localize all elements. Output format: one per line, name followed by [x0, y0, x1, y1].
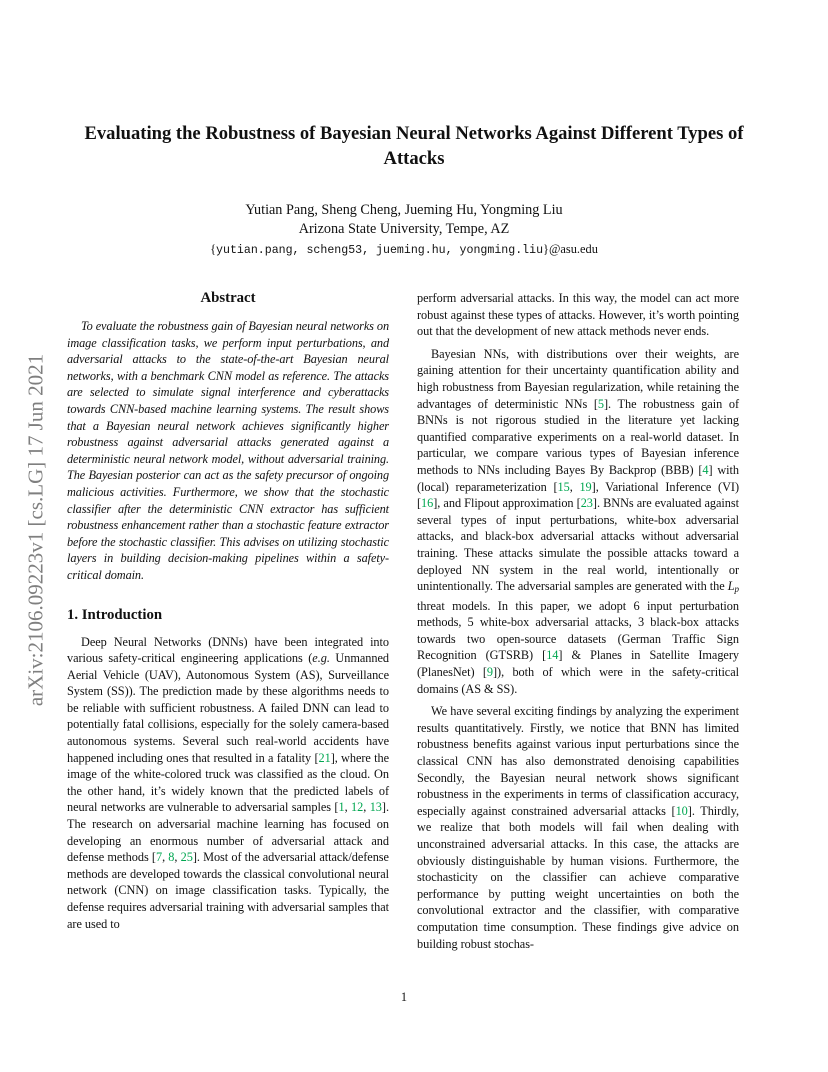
author-emails — [0, 240, 808, 260]
author-list: Yutian Pang, Sheng Cheng, Jueming Hu, Yongming Liu — [245, 202, 563, 218]
citation-link[interactable]: 4 — [702, 462, 709, 477]
citation-link[interactable]: 7 — [155, 850, 163, 865]
email-brace-open: { — [210, 242, 217, 256]
citation-link[interactable]: 21 — [318, 750, 331, 765]
intro-paragraph-2: Bayesian NNs, with distributions over their weights, are gaining attention for their uncertainty quantification ability and high robustness from Bayesian regularization, while retaining the advantages of deterministic NNs [5]. The robustness gain of BNNs is not rigorous studied in the literature yet lacking quantified comparative experiments on a real-world dataset. In particular, we compare various types of Bayesian inference methods to NNs including Bayes By Backprop (BBB) [4] with (local) reparameterization [15, 19], Variational Inference (VI) [16], and Flipout approximation [23]. BNNs are evaluated against several types of input perturbations, white-box adversarial attacks, and black-box adversarial attacks without adversarial training. These attacks simulate the possible attacks toward a deployed NN system in the real world, intentionally or unintentionally. The adversarial samples are generated with the $L_p$ threat models. In this paper, we adopt 6 input perturbation methods, 5 white-box adversarial attacks, 3 black-box attacks towards two open-source datasets (German Traffic Sign Recognition (GTSRB) [14] & Planes in Satellite Imagery (PlanesNet) [9]), both of which were in the safety-critical domains (AS & SS). — [417, 346, 740, 696]
affiliation: Arizona State University, Tempe, AZ — [298, 221, 510, 237]
abstract-heading: Abstract — [200, 290, 256, 306]
citation-link[interactable]: 25 — [180, 850, 193, 865]
citation-link[interactable]: 15 — [557, 479, 570, 494]
intro-paragraph-3: We have several exciting findings by analyzing the experiment results quantitatively. Firstly, we notice that BNN has limited robustness benefits against various input perturbations since the classical CNN has also demonstrated denoising capabilities Secondly, the Bayesian neural network shows significant robustness in the experiments in terms of classification accuracy, especially against constrained adversarial attacks [10]. Thirdly, we realize that both models will fail when dealing with unconstrained adversarial attacks. In this case, the attacks are obviously distinguishable by human visions. Furthermore, the stochasticity on the classifier can achieve comparative performance by putting weight uncertainties on both the convolutional extractor and the classifier, with comparative computation time consumption. These findings give advice on building robust stochas- — [417, 704, 740, 951]
intro-paragraph-1-continued: perform adversarial attacks. In this way, the model can act more robust against these types of attacks. However, it’s worth pointing out that the development of new attack methods never ends. — [417, 291, 739, 339]
left-column — [67, 288, 389, 932]
arxiv-stamp: arXiv:2106.09223v1 [cs.LG] 17 Jun 2021 — [23, 353, 48, 707]
page-number: 1 — [400, 990, 408, 1004]
abstract-text: To evaluate the robustness gain of Bayesian neural networks on image classification tasks, we perform input perturbations, and adversarial attacks to the state-of-the-art Bayesian neural networks, with a benchmark CNN model as reference. The attacks are selected to simulate signal interference and cyberattacks towards CNN-based machine learning systems. The result shows that a Bayesian neural network achieves significantly higher robustness against adversarial attacks generated against a deterministic neural network model, without adversarial training. The Bayesian posterior can act as the safety precursor of ongoing malicious activities. Furthermore, we show that the stochastic classifier after the deterministic CNN extractor has sufficient robustness enhancement rather than a stochastic feature extractor before the stochastic classifier. This advises on utilizing stochastic layers in building decision-making pipelines within a safety-critical domain. — [67, 319, 389, 582]
citation-link[interactable]: 14 — [546, 648, 559, 663]
email-ids: yutian.pang, scheng53, jueming.hu, yongming.liu — [216, 244, 544, 257]
lp-symbol: L — [727, 579, 735, 594]
citation-link[interactable]: 5 — [597, 396, 605, 411]
section-heading-introduction: 1. Introduction — [67, 606, 163, 623]
citation-link[interactable]: 16 — [421, 496, 434, 511]
citation-link[interactable]: 8 — [168, 850, 175, 865]
paper-title: Evaluating the Robustness of Bayesian Neural Networks Against Different Types of Attacks — [84, 123, 744, 169]
intro-paragraph-1: Deep Neural Networks (DNNs) have been integrated into various safety-critical engineering applications (e.g. Unmanned Aerial Vehicle (UAV), Autonomous System (AS), Surveillance System (SS)). The prediction made by these algorithms needs to be reliable with sufficient robustness. A failed DNN can lead to potentially fatal collisions, especially for the solely camera-based autonomous systems. Several such real-world accidents have happened including ones that resulted in a fatality [21], where the image of the white-colored truck was classified as the cloud. On the other hand, it’s widely known that the predicted labels of neural networks are vulnerable to adversarial samples [1, 12, 13]. The research on adversarial machine learning has focused on developing an enormous number of adversarial attack and defense methods [7, 8, 25]. Most of the adversarial attack/defense methods are developed towards the classical convolutional neural network (CNN) on image classification tasks. Typically, the defense requires adversarial training with adversarial samples that are used to — [67, 634, 389, 931]
citation-link[interactable]: 13 — [369, 800, 382, 815]
right-column — [417, 290, 739, 952]
email-domain: }@asu.edu — [543, 242, 598, 256]
citation-link[interactable]: 9 — [486, 665, 493, 680]
citation-link[interactable]: 19 — [579, 479, 592, 494]
citation-link[interactable]: 23 — [580, 496, 593, 511]
citation-link[interactable]: 1 — [338, 800, 345, 815]
citation-link[interactable]: 12 — [351, 800, 364, 815]
citation-link[interactable]: 10 — [675, 803, 688, 818]
